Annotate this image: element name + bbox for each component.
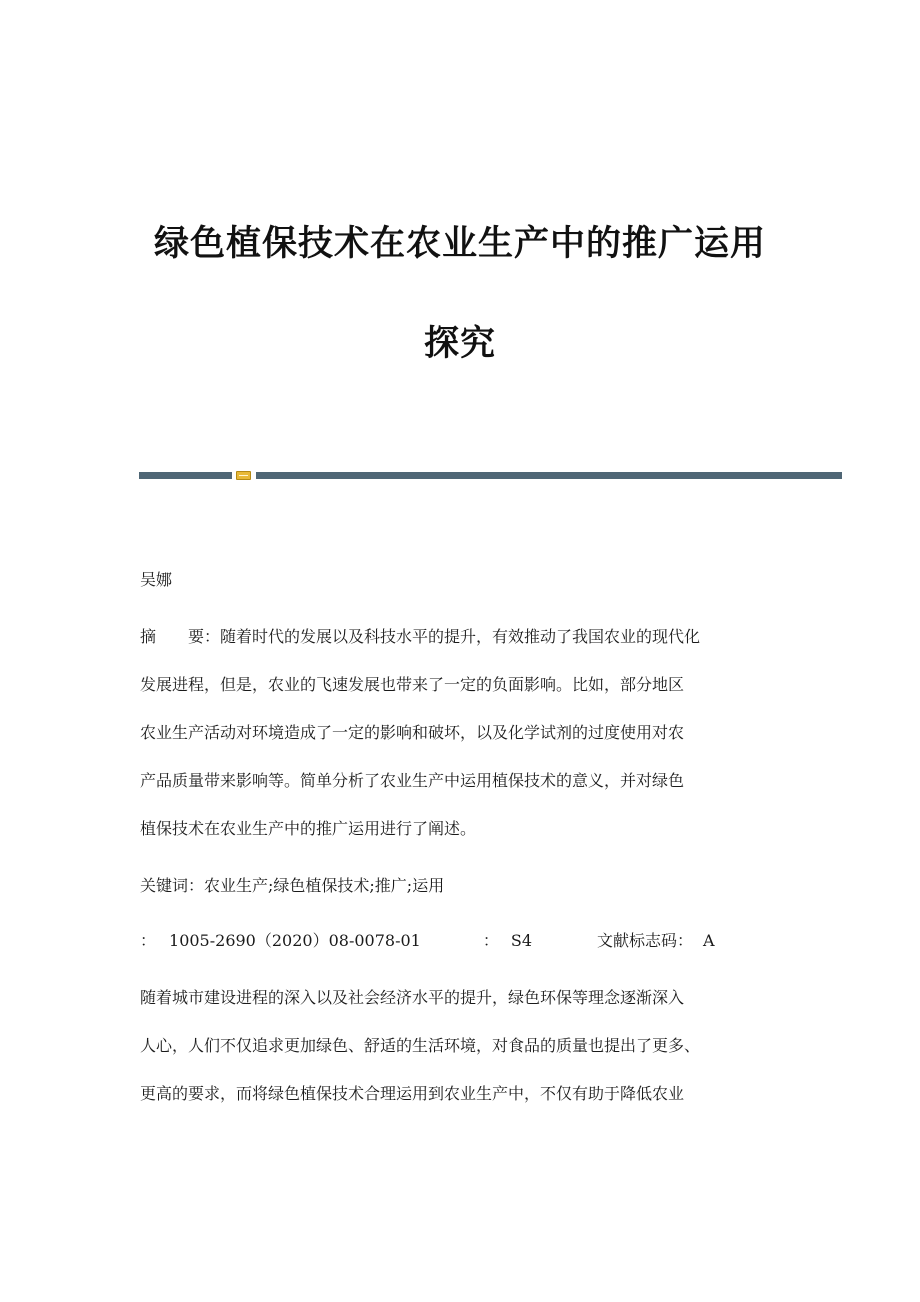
issn-label: ： xyxy=(140,931,157,950)
abstract-line-2: 发展进程，但是，农业的飞速发展也带来了一定的负面影响。比如，部分地区 xyxy=(140,675,685,694)
keywords-value: 农业生产;绿色植保技术;推广;运用 xyxy=(204,876,445,895)
body-line-1: 随着城市建设进程的深入以及社会经济水平的提升，绿色环保等理念逐渐深入 xyxy=(140,988,685,1007)
author: 吴娜 xyxy=(140,570,173,589)
abstract-text: 随着时代的发展以及科技水平的提升，有效推动了我国农业的现代化 xyxy=(220,627,701,646)
body-line-2: 人心，人们不仅追求更加绿色、舒适的生活环境，对食品的质量也提出了更多、 xyxy=(140,1036,701,1055)
doc-code: A xyxy=(703,931,715,950)
abstract-line-3: 农业生产活动对环境造成了一定的影响和破坏，以及化学试剂的过度使用对农 xyxy=(140,723,685,742)
divider-bar-left xyxy=(139,472,232,479)
issn-value: 1005-2690（2020）08-0078-01 xyxy=(169,931,421,950)
abstract-label: 摘 要： xyxy=(140,627,221,646)
paper-title-line-2: 探究 xyxy=(423,324,496,364)
meta-line xyxy=(140,931,715,951)
divider-ornament-icon xyxy=(236,471,251,480)
title-divider xyxy=(139,471,842,480)
body-line-3: 更高的要求，而将绿色植保技术合理运用到农业生产中，不仅有助于降低农业 xyxy=(140,1084,685,1103)
doc-label: 文献标志码： xyxy=(597,931,694,950)
abstract-line-5: 植保技术在农业生产中的推广运用进行了阐述。 xyxy=(140,819,477,838)
divider-bar-right xyxy=(256,472,842,479)
keywords-label: 关键词： xyxy=(140,876,205,895)
class-label: ： xyxy=(482,931,499,950)
paper-title-line-1: 绿色植保技术在农业生产中的推广运用 xyxy=(153,224,766,264)
abstract-line-1 xyxy=(140,627,700,647)
keywords-line xyxy=(140,876,444,896)
abstract-line-4: 产品质量带来影响等。简单分析了农业生产中运用植保技术的意义，并对绿色 xyxy=(140,771,685,790)
class-code: S4 xyxy=(510,931,532,950)
